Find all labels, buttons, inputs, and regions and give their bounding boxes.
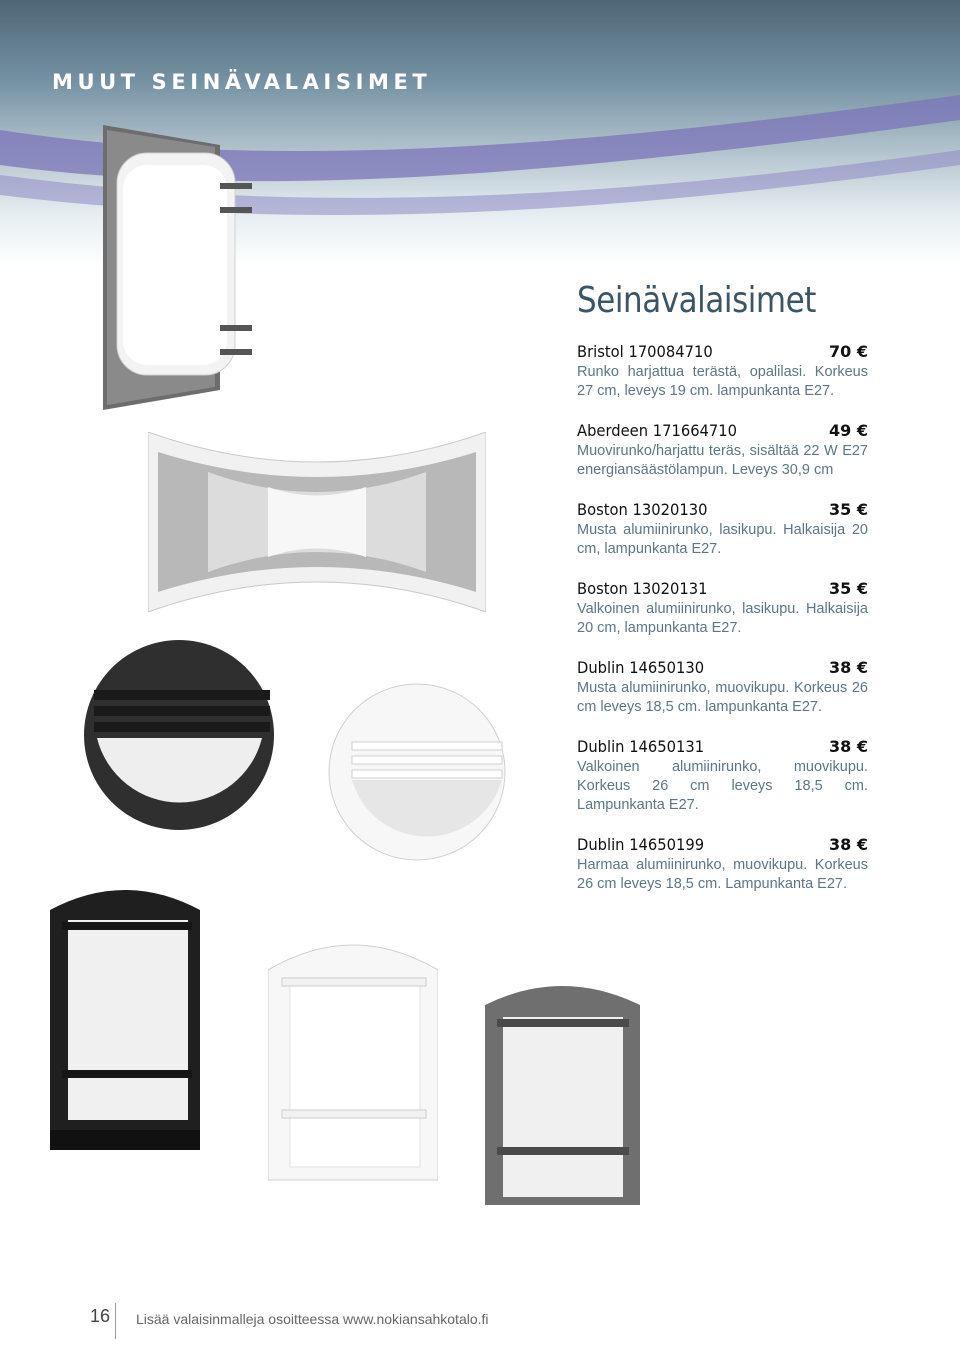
bristol-lamp-image — [95, 125, 260, 415]
product-price: 38 € — [829, 737, 868, 756]
page-heading: Seinävalaisimet — [577, 280, 816, 321]
product-price: 70 € — [829, 342, 868, 361]
product-price: 35 € — [829, 579, 868, 598]
product-description: Muovirunko/harjattu teräs, sisältää 22 W E27 energiansäästölampun. Leveys 30,9 cm — [577, 443, 868, 478]
footer-text: Lisää valaisinmalleja osoitteessa www.nokiansahkotalo.fi — [136, 1311, 489, 1327]
page-number: 16 — [90, 1306, 111, 1326]
product-description: Musta alumiinirunko, muovikupu. Korkeus 26 cm leveys 18,5 cm. lampunkanta E27. — [577, 680, 868, 715]
product-description: Musta alumiinirunko, lasikupu. Halkaisija 20 cm, lampunkanta E27. — [577, 522, 868, 557]
product-name: Dublin 14650199 — [577, 835, 705, 854]
dublin-grey-lamp-image — [485, 975, 640, 1215]
dublin-black-lamp-image — [50, 880, 200, 1155]
product-price: 49 € — [829, 421, 868, 440]
boston-black-lamp-image — [82, 638, 277, 833]
section-title: MUUT SEINÄVALAISIMET — [52, 70, 432, 94]
product-name: Aberdeen 171664710 — [577, 421, 738, 440]
product-item — [577, 658, 868, 717]
boston-white-lamp-image — [322, 680, 512, 865]
footer-divider — [115, 1303, 116, 1339]
product-name: Dublin 14650130 — [577, 658, 705, 677]
product-item — [577, 342, 868, 401]
product-item — [577, 500, 868, 559]
product-name: Boston 13020131 — [577, 579, 708, 598]
product-item — [577, 421, 868, 480]
product-price: 38 € — [829, 835, 868, 854]
product-item — [577, 835, 868, 894]
product-list — [577, 342, 868, 914]
product-name: Bristol 170084710 — [577, 342, 713, 361]
product-price: 38 € — [829, 658, 868, 677]
product-description: Harmaa alumiinirunko, muovikupu. Korkeus 26 cm leveys 18,5 cm. Lampunkanta E27. — [577, 857, 868, 892]
product-description: Valkoinen alumiinirunko, lasikupu. Halkaisija 20 cm, lampunkanta E27. — [577, 601, 868, 636]
product-name: Dublin 14650131 — [577, 737, 705, 756]
product-description: Valkoinen alumiinirunko, muovikupu. Korkeus 26 cm leveys 18,5 cm. Lampunkanta E27. — [577, 759, 868, 813]
product-price: 35 € — [829, 500, 868, 519]
product-item — [577, 737, 868, 815]
product-description: Runko harjattua terästä, opalilasi. Korkeus 27 cm, leveys 19 cm. lampunkanta E27. — [577, 364, 868, 399]
product-item — [577, 579, 868, 638]
product-name: Boston 13020130 — [577, 500, 708, 519]
aberdeen-lamp-image — [148, 432, 486, 612]
dublin-white-lamp-image — [268, 930, 438, 1192]
